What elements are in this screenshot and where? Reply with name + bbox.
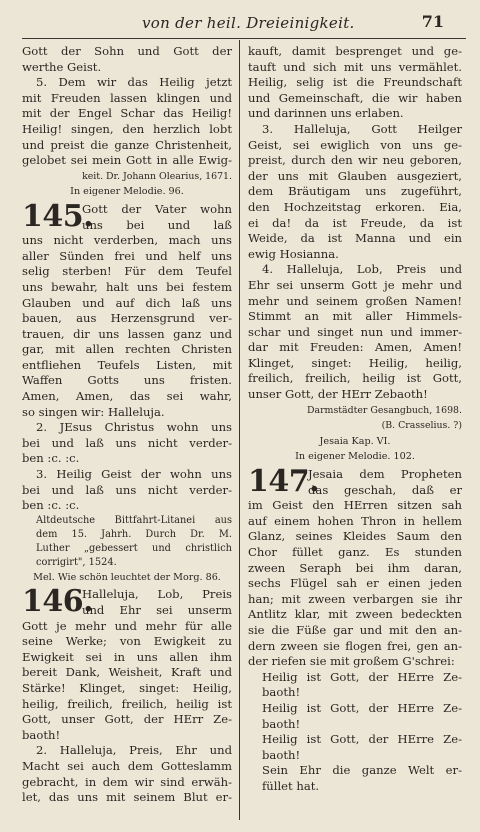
text-line: Macht sei auch dem Gotteslamm bbox=[22, 758, 232, 773]
section-heading: In eigener Melodie. 102. bbox=[295, 451, 415, 463]
attribution-line: keit. Dr. Johann Olearius, 1671. bbox=[82, 170, 232, 182]
text-line: tauft und sich mit uns vermählet. bbox=[248, 59, 462, 74]
section-heading: In eigener Melodie. 96. bbox=[70, 186, 184, 198]
text-line: baoth! bbox=[262, 716, 301, 731]
text-line: Gott der Sohn und Gott der bbox=[22, 44, 232, 58]
left-column bbox=[22, 44, 232, 806]
hymn-147 bbox=[248, 464, 462, 670]
hymn-line: han; mit zween verbargen sie ihr bbox=[248, 591, 462, 606]
hymn-line: sie die Füße gar und mit den an- bbox=[248, 622, 462, 637]
text-line: Klinget, singet: Heilig, heilig, bbox=[248, 355, 462, 370]
hymn-line: im Geist den HErren sitzen sah bbox=[248, 498, 462, 513]
text-line: und preist die ganze Christenheit, bbox=[22, 137, 232, 152]
text-line: bei und laß uns nicht verder- bbox=[22, 482, 232, 497]
hymn-line: Stärke! Klinget, singet: Heilig, bbox=[22, 680, 232, 695]
hymn-line: Halleluja, Lob, Preis bbox=[82, 587, 232, 602]
hymn-line: so singen wir: Halleluja. bbox=[22, 404, 165, 419]
text-line: 2. Halleluja, Preis, Ehr und bbox=[36, 743, 232, 758]
hymn-line: heilig, freilich, freilich, heilig ist bbox=[22, 696, 232, 711]
text-line: und darinnen uns erlaben. bbox=[248, 106, 404, 121]
hymn-line: uns nicht verderben, mach uns bbox=[22, 233, 232, 248]
text-line: gebracht, in dem wir sind erwäh- bbox=[22, 774, 232, 789]
text-line: dem Bräutigam uns zugeführt, bbox=[248, 184, 462, 199]
hymn-number: 146. bbox=[22, 584, 94, 620]
text-line: ben :c. :c. bbox=[22, 451, 80, 466]
text-line: bei und laß uns nicht verder- bbox=[22, 435, 232, 450]
text-line: mit Freuden lassen klingen und bbox=[22, 90, 232, 105]
text-line: mit der Engel Schar das Heilig! bbox=[22, 106, 232, 121]
text-line: der uns mit Glauben ausgeziert, bbox=[248, 168, 462, 183]
text-line: Altdeutsche Bittfahrt-Litanei aus bbox=[36, 514, 232, 526]
hymn-line: selig sterben! Für dem Teufel bbox=[22, 264, 232, 279]
page-header bbox=[22, 12, 466, 36]
hymn-line: zween Seraph bei ihm daran, bbox=[248, 560, 462, 575]
hymn-line: und Ehr sei unserm bbox=[82, 603, 232, 617]
hymn-line: Chor füllet ganz. Es stunden bbox=[248, 545, 462, 559]
text-line: Heilig! singen, den herzlich lobt bbox=[22, 121, 232, 136]
hymn-line: Jesaia dem Propheten bbox=[308, 467, 462, 482]
text-line: ben :c. :c. bbox=[22, 498, 80, 513]
hymn-line: gar, mit allen rechten Christen bbox=[22, 342, 232, 357]
text-line: Heilig ist Gott, der HErre Ze- bbox=[262, 732, 462, 747]
hymn-line: uns bei und laß bbox=[82, 217, 232, 232]
text-line: 3. Halleluja, Gott Heilger bbox=[262, 121, 462, 136]
hymn-146 bbox=[22, 584, 232, 743]
text-line: ei da! da ist Freude, da ist bbox=[248, 215, 462, 230]
hymn-line: aller Sünden frei und helf uns bbox=[22, 248, 232, 263]
hymn-145 bbox=[22, 198, 232, 420]
text-line: Sein Ehr die ganze Welt er- bbox=[262, 763, 462, 778]
attribution-line: (B. Crasselius. ?) bbox=[381, 420, 462, 432]
right-column bbox=[248, 44, 462, 795]
hymn-number: 147. bbox=[248, 464, 320, 500]
hymn-line: trauen, dir uns lassen ganz und bbox=[22, 326, 232, 341]
text-line: den Hochzeitstag erkoren. Eia, bbox=[248, 199, 462, 214]
text-line: Heilig, selig ist die Freundschaft bbox=[248, 75, 462, 90]
text-line: mehr und seinem großen Namen! bbox=[248, 293, 462, 308]
hymn-line: Ewigkeit sei in uns allen ihm bbox=[22, 649, 232, 664]
text-line: dem 15. Jahrh. Durch Dr. M. bbox=[36, 528, 232, 540]
hymn-line: seine Werke; von Ewigkeit zu bbox=[22, 634, 232, 649]
hymn-line: Gott der Vater wohn bbox=[82, 201, 232, 216]
hymn-line: auf einem hohen Thron in hellem bbox=[248, 513, 462, 528]
text-line: unser Gott, der HErr Zebaoth! bbox=[248, 387, 428, 402]
text-line: 2. JEsus Christus wohn uns bbox=[36, 420, 232, 435]
hymn-line: baoth! bbox=[22, 727, 61, 742]
text-line: Heilig ist Gott, der HErre Ze- bbox=[262, 669, 462, 684]
hymn-line: bauen, aus Herzensgrund ver- bbox=[22, 311, 232, 326]
text-line: 4. Halleluja, Lob, Preis und bbox=[262, 262, 462, 277]
text-line: füllet hat. bbox=[262, 778, 320, 793]
hymn-line: dern zween sie flogen frei, gen an- bbox=[248, 638, 462, 653]
column-divider bbox=[239, 40, 240, 820]
text-line: preist, durch den wir neu geboren, bbox=[248, 153, 462, 168]
header-rule bbox=[22, 38, 466, 39]
text-line: Luther „gebessert und christlich bbox=[36, 542, 232, 554]
hymn-number: 145. bbox=[22, 198, 94, 234]
text-line: freilich, freilich, heilig ist Gott, bbox=[248, 371, 462, 386]
hymn-line: Gott je mehr und mehr für alle bbox=[22, 618, 232, 633]
text-line: und Gemeinschaft, die wir haben bbox=[248, 90, 462, 105]
hymn-line: uns bewahr, halt uns bei festem bbox=[22, 279, 232, 294]
section-heading: Jesaia Kap. VI. bbox=[319, 435, 391, 447]
hymn-line: Glanz, seines Kleides Saum den bbox=[248, 529, 462, 544]
text-line: Geist, sei ewiglich von uns ge- bbox=[248, 137, 462, 152]
text-line: dar mit Freuden: Amen, Amen! bbox=[248, 340, 462, 355]
running-title: von der heil. Dreieinigkeit. bbox=[142, 14, 355, 32]
hymn-line: Gott, unser Gott, der HErr Ze- bbox=[22, 712, 232, 727]
hymn-line: sechs Flügel sah er einen jeden bbox=[248, 576, 462, 591]
hymn-line: Amen, Amen, das sei wahr, bbox=[22, 389, 232, 404]
hymn-line: der riefen sie mit großem G'schrei: bbox=[248, 654, 455, 669]
text-line: 5. Dem wir das Heilig jetzt bbox=[36, 75, 232, 90]
text-line: Heilig ist Gott, der HErre Ze- bbox=[262, 700, 462, 715]
text-line: Stimmt an mit aller Himmels- bbox=[248, 309, 462, 324]
text-line: Ehr sei unserm Gott je mehr und bbox=[248, 277, 462, 292]
text-line: Weide, da ist Manna und ein bbox=[248, 231, 462, 246]
text-line: let, das uns mit seinem Blut er- bbox=[22, 790, 232, 805]
text-line: werthe Geist. bbox=[22, 59, 102, 74]
hymn-line: das geschah, daß er bbox=[308, 482, 462, 497]
text-line: 3. Heilig Geist der wohn uns bbox=[36, 467, 232, 482]
text-line: baoth! bbox=[262, 747, 301, 762]
text-line: gelobet sei mein Gott in alle Ewig- bbox=[22, 153, 232, 168]
text-line: corrigirt", 1524. bbox=[36, 556, 117, 568]
hymn-line: bereit Dank, Weisheit, Kraft und bbox=[22, 665, 232, 680]
text-line: kauft, damit besprenget und ge- bbox=[248, 44, 462, 58]
section-heading: Mel. Wie schön leuchtet der Morg. 86. bbox=[33, 571, 221, 583]
hymn-line: entfliehen Teufels Listen, mit bbox=[22, 357, 232, 372]
text-line: schar und singet nun und immer- bbox=[248, 324, 462, 339]
hymn-line: Glauben und auf dich laß uns bbox=[22, 295, 232, 310]
page-number: 71 bbox=[421, 12, 444, 31]
hymn-line: Waffen Gotts uns fristen. bbox=[22, 373, 232, 388]
text-line: baoth! bbox=[262, 685, 301, 700]
attribution-line: Darmstädter Gesangbuch, 1698. bbox=[306, 404, 462, 416]
hymn-line: Antlitz klar, mit zween bedeckten bbox=[248, 607, 462, 622]
text-line: ewig Hosianna. bbox=[248, 246, 339, 261]
